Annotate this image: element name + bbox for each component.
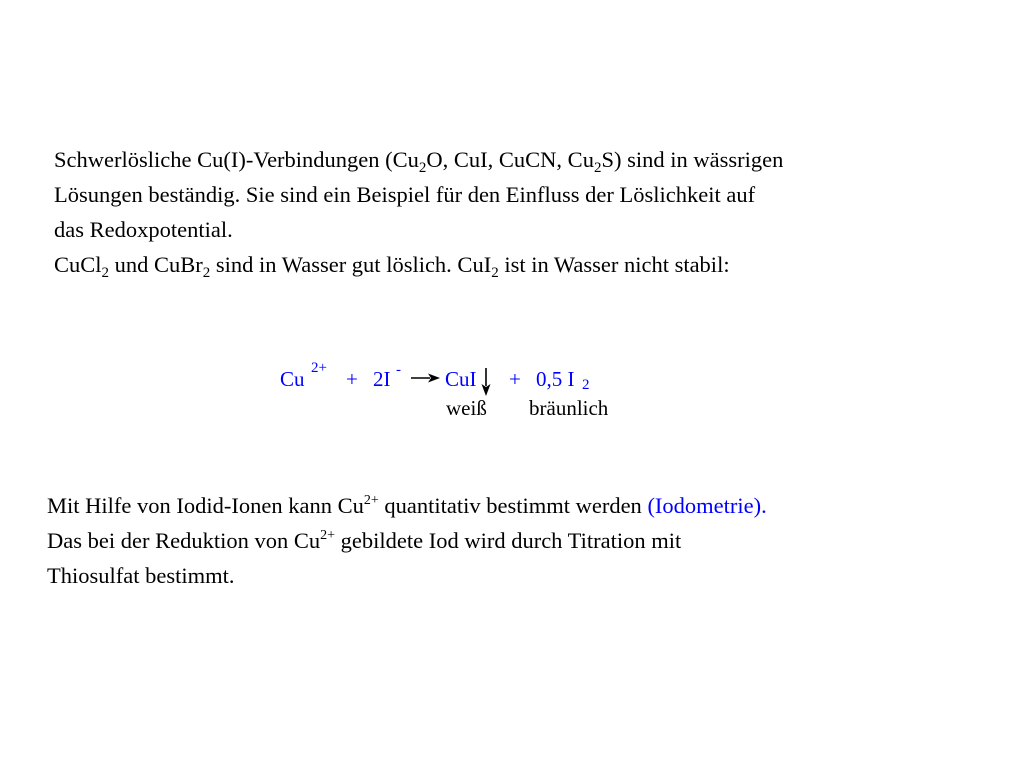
paragraph2-line3: Thiosulfat bestimmt.: [47, 563, 235, 588]
label-brownish: bräunlich: [529, 396, 609, 420]
plus-sign-2: +: [509, 367, 521, 391]
paragraph-copper-compounds: [54, 142, 783, 282]
paragraph1-line2: Lösungen beständig. Sie sind ein Beispiel für den Einfluss der Löslichkeit auf: [54, 182, 756, 207]
product-iodine-subscript: 2: [582, 377, 590, 393]
product-copper-iodide: CuI: [445, 367, 477, 391]
reactant-copper-charge: 2+: [311, 360, 327, 376]
paragraph1-line4: CuCl$_2$ und CuBr$_2$ sind in Wasser gut löslich. CuI$_2$ ist in Wasser nicht stabil:: [54, 252, 730, 281]
product-iodine: 0,5 I: [536, 367, 575, 391]
paragraph2-line2: Das bei der Reduktion von $Cu^{2+}$ gebildete Iod wird durch Titration mit: [47, 528, 682, 553]
paragraph1-line1: Schwerlösliche Cu(I)-Verbindungen ($Cu_2O$, CuI, CuCN, $Cu_2S$) sind in wässrigen: [54, 147, 784, 176]
plus-sign-1: +: [346, 367, 358, 391]
label-white: weiß: [446, 396, 487, 420]
reaction-arrow-icon: [411, 374, 440, 383]
paragraph1-line3: das Redoxpotential.: [54, 217, 233, 242]
iodometry-link: (Iodometrie).: [647, 493, 767, 518]
reactant-iodide-charge: -: [396, 362, 401, 378]
reactant-iodide: 2I: [373, 367, 391, 391]
paragraph2-line1: Mit Hilfe von Iodid-Ionen kann $Cu^{2+}$ quantitativ bestimmt werden (Iodometrie).: [47, 493, 767, 518]
precipitate-arrow-icon: [482, 368, 491, 396]
reactant-copper: Cu: [280, 367, 305, 391]
paragraph-iodometry: [47, 488, 767, 593]
